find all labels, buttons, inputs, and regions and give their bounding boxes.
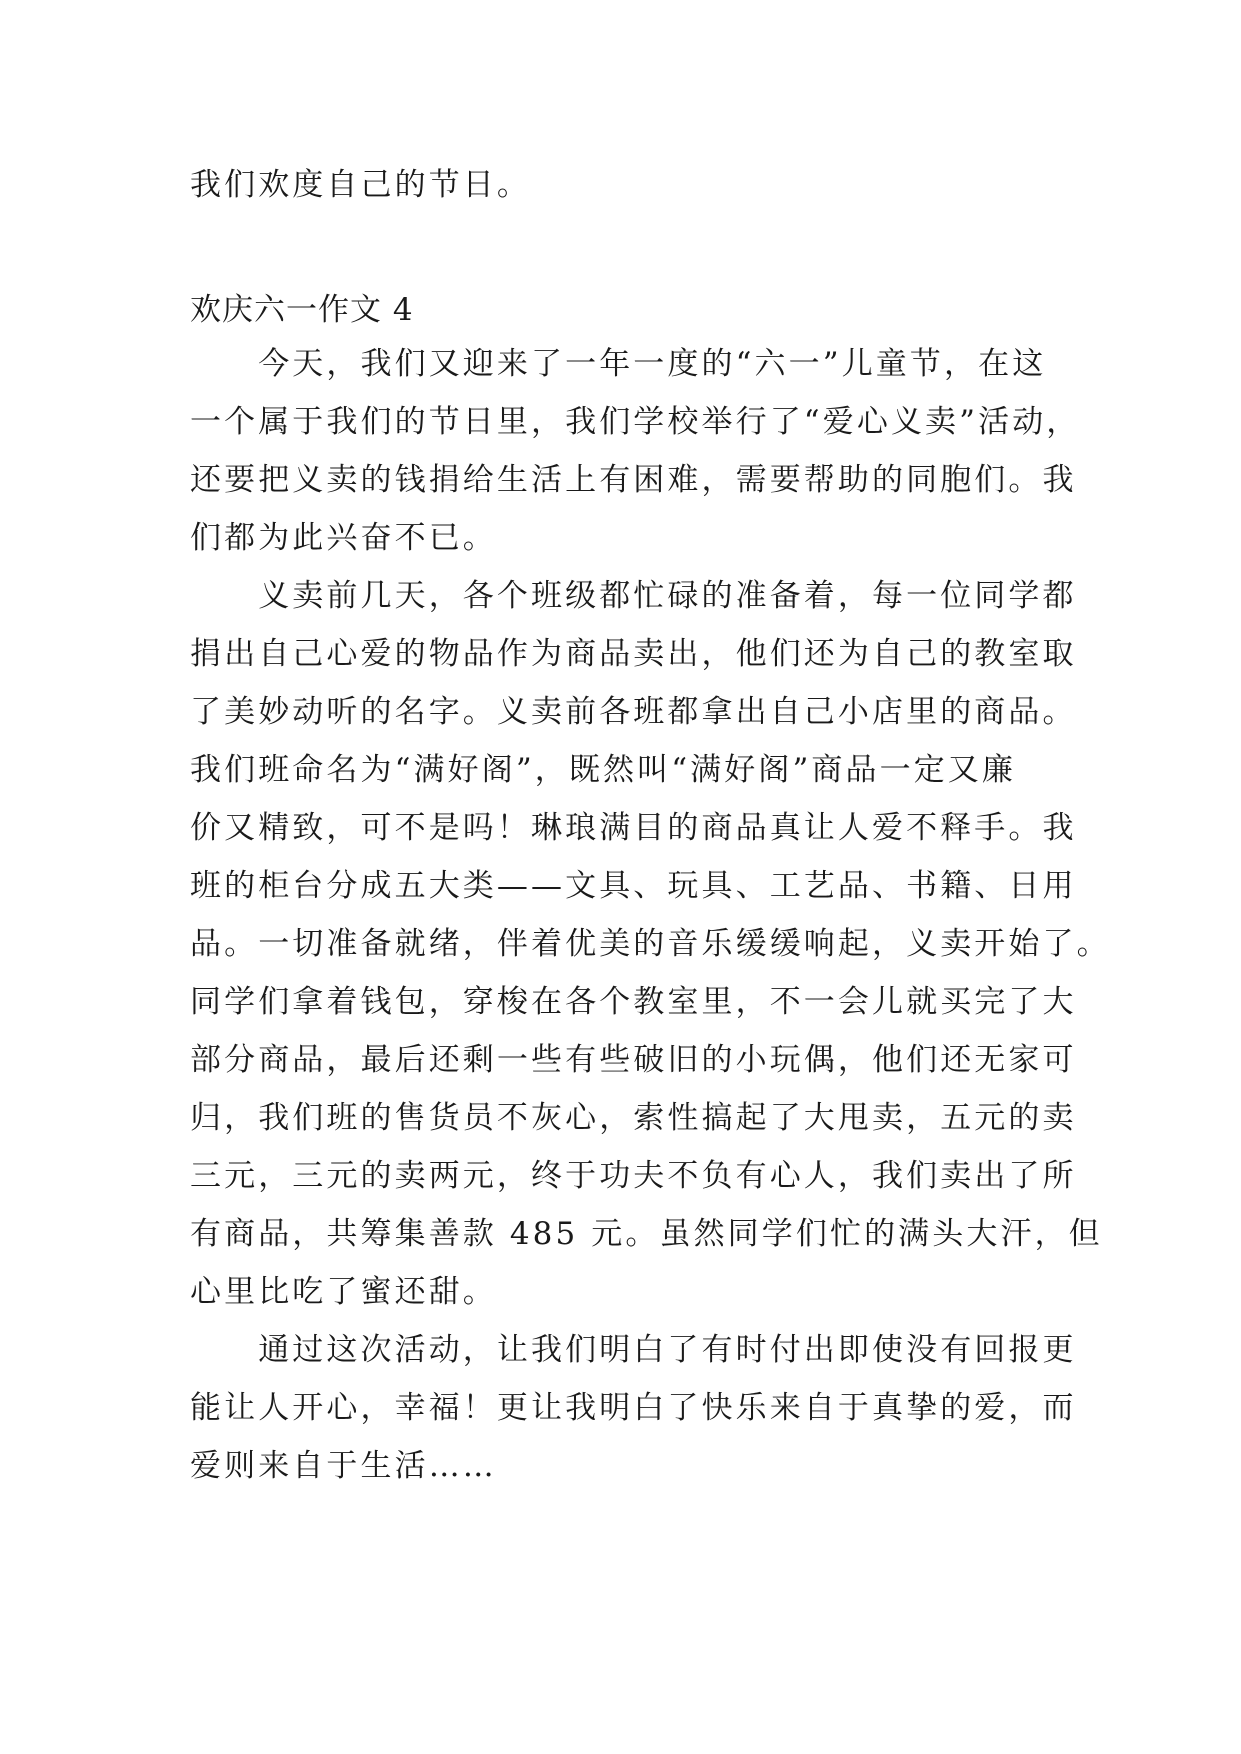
text-line: 通过这次活动，让我们明白了有时付出即使没有回报更: [190, 1332, 1077, 1368]
text-line: 能让人开心，幸福！更让我明白了快乐来自于真挚的爱，而: [190, 1390, 1077, 1426]
text-line: 我们欢度自己的节日。: [190, 167, 531, 203]
text-line: 有商品，共筹集善款 485 元。虽然同学们忙的满头大汗，但: [190, 1216, 1103, 1252]
text-line: 还要把义卖的钱捐给生活上有困难，需要帮助的同胞们。我: [190, 462, 1077, 498]
text-line: 我们班命名为“满好阁”，既然叫“满好阁”商品一定又廉: [190, 752, 1016, 788]
text-line: 归，我们班的售货员不灰心，索性搞起了大甩卖，五元的卖: [190, 1100, 1077, 1136]
section-title: 欢庆六一作文 4: [190, 292, 414, 328]
text-line: 心里比吃了蜜还甜。: [190, 1274, 497, 1310]
text-line: 同学们拿着钱包，穿梭在各个教室里，不一会儿就买完了大: [190, 984, 1077, 1020]
text-line: 三元，三元的卖两元，终于功夫不负有心人，我们卖出了所: [190, 1158, 1077, 1194]
text-line: 品。一切准备就绪，伴着优美的音乐缓缓响起，义卖开始了。: [190, 926, 1111, 962]
text-line: 义卖前几天，各个班级都忙碌的准备着，每一位同学都: [190, 578, 1077, 614]
text-line: 捐出自己心爱的物品作为商品卖出，他们还为自己的教室取: [190, 636, 1077, 672]
text-line: 今天，我们又迎来了一年一度的“六一”儿童节，在这: [190, 346, 1047, 382]
text-line: 部分商品，最后还剩一些有些破旧的小玩偶，他们还无家可: [190, 1042, 1077, 1078]
text-line: 一个属于我们的节日里，我们学校举行了“爱心义卖”活动，: [190, 404, 1081, 440]
text-line: 们都为此兴奋不已。: [190, 520, 497, 556]
text-line: 了美妙动听的名字。义卖前各班都拿出自己小店里的商品。: [190, 694, 1077, 730]
text-line: 爱则来自于生活……: [190, 1448, 497, 1484]
text-line: 价又精致，可不是吗！琳琅满目的商品真让人爱不释手。我: [190, 810, 1077, 846]
text-line: 班的柜台分成五大类——文具、玩具、工艺品、书籍、日用: [190, 868, 1077, 904]
